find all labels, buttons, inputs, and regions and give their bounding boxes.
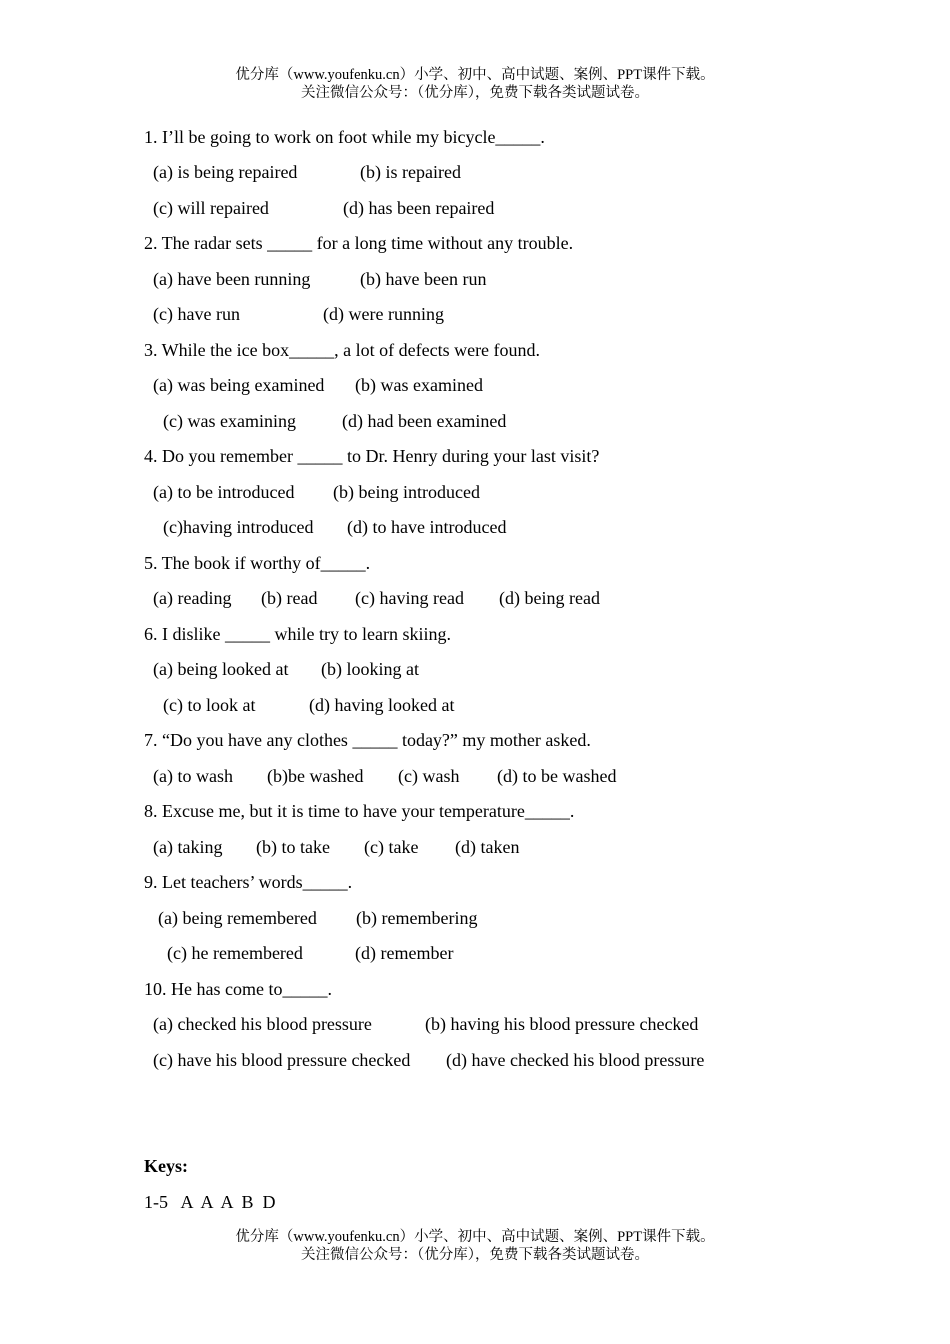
page-footer xyxy=(0,1228,950,1264)
header-line-2: 关注微信公众号：（优分库），免费下载各类试题试卷。 xyxy=(301,85,649,101)
option-5d: (d) being read xyxy=(499,588,600,608)
option-4c: (c)having introduced xyxy=(163,517,314,537)
option-2d: (d) were running xyxy=(323,304,444,324)
question-3: 3. While the ice box_____, a lot of defects were found. xyxy=(144,340,541,360)
option-1b: (b) is repaired xyxy=(360,162,461,182)
question-5: 5. The book if worthy of_____. xyxy=(144,553,371,573)
option-6b: (b) looking at xyxy=(321,659,419,679)
option-8d: (d) taken xyxy=(455,837,520,857)
keys-title: Keys: xyxy=(144,1156,188,1176)
option-4b: (b) being introduced xyxy=(333,482,480,502)
option-1c: (c) will repaired xyxy=(153,198,269,218)
option-1a: (a) is being repaired xyxy=(153,162,298,182)
question-4: 4. Do you remember _____ to Dr. Henry during your last visit? xyxy=(144,446,600,466)
option-5a: (a) reading xyxy=(153,588,232,608)
option-2c: (c) have run xyxy=(153,304,240,324)
option-7c: (c) wash xyxy=(398,766,460,786)
option-2a: (a) have been running xyxy=(153,269,311,289)
option-5b: (b) read xyxy=(261,588,318,608)
question-7: 7. “Do you have any clothes _____ today?” my mother asked. xyxy=(144,730,591,750)
option-6a: (a) being looked at xyxy=(153,659,289,679)
option-4d: (d) to have introduced xyxy=(347,517,507,537)
option-1d: (d) has been repaired xyxy=(343,198,495,218)
option-6c: (c) to look at xyxy=(163,695,256,715)
question-9: 9. Let teachers’ words_____. xyxy=(144,872,353,892)
option-3c: (c) was examining xyxy=(163,411,296,431)
page-header xyxy=(0,66,950,102)
option-8c: (c) take xyxy=(364,837,419,857)
option-10a: (a) checked his blood pressure xyxy=(153,1014,372,1034)
option-9d: (d) remember xyxy=(355,943,454,963)
option-10c: (c) have his blood pressure checked xyxy=(153,1050,411,1070)
option-3d: (d) had been examined xyxy=(342,411,507,431)
question-2: 2. The radar sets _____ for a long time without any trouble. xyxy=(144,233,574,253)
option-9b: (b) remembering xyxy=(356,908,478,928)
footer-line-1: 优分库（www.youfenku.cn）小学、初中、高中试题、案例、PPT课件下载。 xyxy=(235,1229,715,1245)
option-7d: (d) to be washed xyxy=(497,766,617,786)
option-4a: (a) to be introduced xyxy=(153,482,295,502)
option-8a: (a) taking xyxy=(153,837,223,857)
option-10b: (b) having his blood pressure checked xyxy=(425,1014,699,1034)
question-10: 10. He has come to_____. xyxy=(144,979,332,999)
header-line-1: 优分库（www.youfenku.cn）小学、初中、高中试题、案例、PPT课件下载。 xyxy=(235,67,715,83)
keys-row-1: 1-5 A A A B D xyxy=(144,1192,276,1212)
question-1: 1. I’ll be going to work on foot while my bicycle_____. xyxy=(144,127,545,147)
option-3b: (b) was examined xyxy=(355,375,483,395)
question-8: 8. Excuse me, but it is time to have your temperature_____. xyxy=(144,801,575,821)
option-5c: (c) having read xyxy=(355,588,464,608)
option-10d: (d) have checked his blood pressure xyxy=(446,1050,705,1070)
option-9a: (a) being remembered xyxy=(158,908,317,928)
option-2b: (b) have been run xyxy=(360,269,487,289)
option-9c: (c) he remembered xyxy=(167,943,303,963)
option-6d: (d) having looked at xyxy=(309,695,455,715)
option-3a: (a) was being examined xyxy=(153,375,325,395)
option-8b: (b) to take xyxy=(256,837,330,857)
footer-line-2: 关注微信公众号：（优分库），免费下载各类试题试卷。 xyxy=(301,1247,649,1263)
question-6: 6. I dislike _____ while try to learn skiing. xyxy=(144,624,451,644)
option-7b: (b)be washed xyxy=(267,766,364,786)
option-7a: (a) to wash xyxy=(153,766,233,786)
